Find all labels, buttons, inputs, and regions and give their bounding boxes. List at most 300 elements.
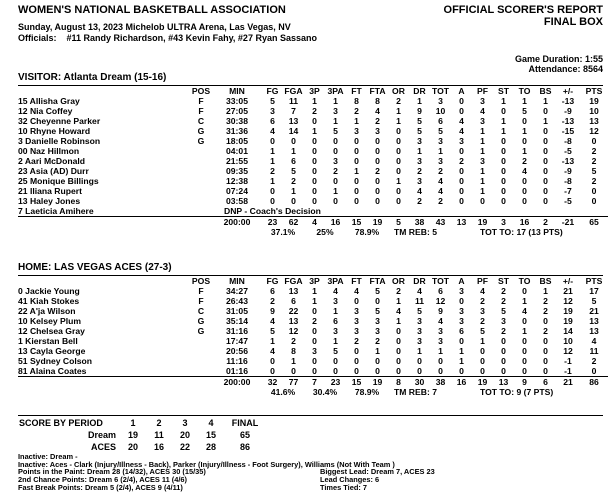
inactive-aces: Inactive: Aces - Clark (Injury/Illness - Back), Parker (Injury/Illness - Foot Surgery), Williams (Not With Team ) [18,460,395,469]
stat-cell: F [198,286,204,296]
stat-cell: 2 [543,326,548,336]
column-header: PTS [585,276,603,286]
total-cell: 23 [325,377,346,388]
stat-cell: 21 [589,306,599,316]
column-header: +/- [562,86,574,96]
total-cell: 23 [262,217,283,228]
stat-cell: 0 [354,146,359,156]
stat-cell: 1 [396,296,401,306]
period-score: 22 [179,442,190,452]
period-team-name: ACES [90,442,116,452]
visitor-dnp-row [18,206,608,217]
total-cell: -21 [556,217,580,228]
stat-cell: 1 [312,286,317,296]
period-team-row [18,429,266,441]
stat-cell: 0 [396,186,401,196]
stat-cell: 0 [312,186,317,196]
stat-cell: 0 [480,366,485,376]
three-percent: 25% [316,227,334,237]
stat-cell: 2 [354,106,359,116]
stat-cell: 0 [312,356,317,366]
stat-cell: 33:05 [226,96,248,106]
stat-cell: 0 [522,196,527,206]
period-score: 11 [154,430,164,440]
three-percent: 30.4% [312,387,338,397]
stat-cell: 10 [563,336,573,346]
stat-cell: 2 [543,296,548,306]
stat-cell: 3 [417,326,422,336]
stat-cell: 18:05 [226,136,248,146]
stat-cell: 0 [375,296,380,306]
stat-cell: 0 [543,146,548,156]
stat-cell: 31:36 [226,126,248,136]
stat-cell: 0 [270,366,275,376]
player-name: 23 Asia (AD) Durr [18,166,89,176]
stat-cell: 4 [396,306,401,316]
stat-cell: 2 [501,296,506,306]
final-box-label: FINAL BOX [543,16,603,28]
stat-cell: 9 [270,306,275,316]
period-header-row [18,417,266,429]
stat-cell: -1 [564,356,572,366]
stat-cell: 2 [312,106,317,116]
stat-cell: 1 [291,146,296,156]
visitor-player-row [18,146,608,156]
stat-cell: 1 [375,346,380,356]
stat-cell: 0 [375,186,380,196]
player-name: 41 Kiah Stokes [18,296,80,306]
fast-break-points: Fast Break Points: Dream 5 (2/4), ACES 9 (4/11) [18,483,183,492]
dnp-note: DNP - Coach's Decision [224,206,321,216]
stat-cell: F [198,296,204,306]
stat-cell: 1 [333,306,338,316]
stat-cell: 0 [354,156,359,166]
stat-cell: 11 [414,296,425,306]
stat-cell: 1 [459,356,464,366]
stat-cell: 8 [354,96,359,106]
player-name: 0 Jackie Young [18,286,80,296]
stat-cell: 1 [543,96,548,106]
stat-cell: 5 [417,126,422,136]
league-title: WOMEN'S NATIONAL BASKETBALL ASSOCIATION [18,4,286,16]
home-player-row [18,316,608,326]
stat-cell: G [197,316,205,326]
stat-cell: 19 [563,316,573,326]
total-cell: 86 [580,377,608,388]
stat-cell: 0 [591,366,597,376]
stat-cell: 0 [522,346,527,356]
visitor-totals-row [18,217,608,228]
stat-cell: 1 [354,116,359,126]
stat-cell: 0 [522,286,527,296]
total-cell: 62 [283,217,304,228]
stat-cell: 0 [270,356,275,366]
stat-cell: 0 [438,356,443,366]
stat-cell: 3 [354,306,359,316]
stat-cell: 0 [375,196,380,206]
stat-cell: 13 [288,316,299,326]
stat-cell: 0 [333,136,338,146]
stat-cell [190,186,212,196]
stat-cell: 1 [522,146,527,156]
stat-cell [190,346,212,356]
stat-cell: 0 [396,346,401,356]
stat-cell: 0 [501,156,506,166]
officials-names: #11 Randy Richardson, #43 Kevin Fahy, #27 Ryan Sassano [66,33,317,43]
stat-cell: 0 [459,336,464,346]
stat-cell: 2 [591,176,597,186]
stat-cell [190,146,212,156]
stat-cell: 19 [563,306,573,316]
stat-cell: 0 [501,166,506,176]
stat-cell: 3 [354,316,359,326]
stat-cell: 5 [333,126,338,136]
attendance: Attendance: 8564 [528,64,603,74]
stat-cell: 4 [438,186,443,196]
total-cell: 13 [451,217,472,228]
stat-cell: 1 [333,116,338,126]
stat-cell [190,366,212,377]
column-header [18,276,190,286]
stat-cell: 2 [438,196,443,206]
stat-cell: 30:38 [226,116,248,126]
times-tied: Times Tied: 7 [320,483,367,492]
period-score: 65 [239,430,250,440]
visitor-player-row [18,136,608,146]
stat-cell: -13 [561,96,575,106]
column-header: FT [351,86,362,96]
total-cell: 43 [430,217,451,228]
stat-cell: 2 [480,316,485,326]
total-cell: 9 [514,377,535,388]
column-header: OR [392,86,405,96]
stat-cell: 0 [270,196,275,206]
stat-cell: 3 [333,156,338,166]
stat-cell: 0 [522,176,527,186]
stat-cell: 3 [270,106,275,116]
points-in-paint: Points in the Paint: Dream 28 (14/32), ACES 30 (15/35) [18,467,206,476]
player-name: 32 Cheyenne Parker [18,116,101,126]
player-name: 13 Haley Jones [18,196,81,206]
player-name: 12 Nia Coffey [18,106,73,116]
total-cell: 200:00 [212,217,262,228]
stat-cell: 3 [333,326,338,336]
stat-cell: 0 [459,106,464,116]
total-cell: 38 [409,217,430,228]
column-header [18,86,190,96]
stat-cell: 14 [288,126,299,136]
stat-cell: 1 [396,176,401,186]
period-score: 20 [127,442,138,452]
total-cell: 3 [493,217,514,228]
report-title: OFFICIAL SCORER'S REPORT [443,4,603,16]
total-cell: 200:00 [212,377,262,388]
home-player-row [18,366,608,377]
player-name: 1 Kierstan Bell [18,336,78,346]
stat-cell: 1 [417,96,422,106]
stat-cell: 2 [312,316,317,326]
stat-cell: 1 [480,146,485,156]
stat-cell: 4 [270,126,275,136]
period-score: 16 [153,442,164,452]
stat-cell: 0 [396,366,401,376]
stat-cell: 3 [375,316,380,326]
stat-cell: 13 [288,286,299,296]
stat-cell: 11 [288,96,299,106]
stat-cell: 21 [563,286,573,296]
stat-cell: 1 [438,146,443,156]
stat-cell: 1 [438,346,443,356]
total-cell: 21 [556,377,580,388]
stat-cell: -1 [564,366,572,376]
stat-cell: -8 [564,176,572,186]
stat-cell: 2 [375,336,380,346]
team-turnovers: TOT TO: 9 (7 PTS) [480,387,554,397]
stat-cell: C [197,306,205,316]
visitor-player-row [18,166,608,176]
stat-cell: 13 [589,116,599,126]
stat-cell: 0 [333,196,338,206]
stat-cell: 2 [591,156,597,166]
stat-cell: 5 [375,286,380,296]
stat-cell: 1 [291,356,296,366]
stat-cell [190,166,212,176]
stat-cell [190,356,212,366]
stat-cell: 4 [270,316,275,326]
stat-cell [190,387,212,397]
stat-cell: 0 [459,296,464,306]
stat-cell: 0 [354,196,359,206]
stat-cell: 1 [333,336,338,346]
stat-cell: 3 [459,136,464,146]
stat-cell: 11:16 [226,356,248,366]
stat-cell: 0 [522,136,527,146]
home-player-row [18,326,608,336]
stat-cell: 0 [480,346,485,356]
column-header: PF [477,276,488,286]
stat-cell: 13 [288,116,299,126]
stat-cell: 5 [375,306,380,316]
period-header: 1 [130,418,136,428]
stat-cell: 4 [438,176,443,186]
stat-cell: 0 [375,146,380,156]
column-header: 3PA [327,86,344,96]
stat-cell: 1 [417,346,422,356]
player-name: 10 Kelsey Plum [18,316,82,326]
stat-cell: 0 [522,356,527,366]
stat-cell: 0 [396,146,401,156]
stat-cell: 1 [291,186,296,196]
stat-cell: 4 [522,166,527,176]
visitor-player-row [18,176,608,186]
stat-cell: G [197,326,205,336]
stat-cell: 0 [396,156,401,166]
stat-cell: 0 [354,136,359,146]
stat-cell: 4 [417,186,422,196]
stat-cell: 3 [375,326,380,336]
column-header: PTS [585,86,603,96]
stat-cell: 3 [354,126,359,136]
stat-cell: 3 [480,96,485,106]
stat-cell: 4 [591,336,597,346]
stat-cell: 3 [417,336,422,346]
totals-label [18,377,190,388]
stat-cell: 0 [312,146,317,156]
stat-cell: 0 [312,336,317,346]
stat-cell: 0 [375,366,380,376]
total-cell: 5 [388,217,409,228]
stat-cell: 0 [543,186,548,196]
stat-cell: F [198,106,204,116]
column-header: BS [539,276,552,286]
visitor-player-row [18,196,608,206]
player-name: 7 Laeticia Amihere [18,206,94,216]
home-player-row [18,346,608,356]
total-cell: 19 [472,377,493,388]
stat-cell: 0 [270,136,275,146]
stat-cell: 2 [543,306,548,316]
stat-cell: 0 [312,116,317,126]
stat-cell: 0 [312,306,317,316]
stat-cell: 0 [543,176,548,186]
total-cell: 19 [472,217,493,228]
stat-cell: 2 [270,296,275,306]
stat-cell: -5 [564,196,572,206]
stat-cell: 3 [333,106,338,116]
total-cell: 8 [388,377,409,388]
stat-cell: 1 [270,336,275,346]
period-team-name: Dream [87,430,116,440]
stat-cell: 7 [291,106,296,116]
stat-cell: 12 [288,326,299,336]
stat-cell: 01:16 [226,366,248,376]
visitor-player-row [18,106,608,116]
stat-cell: 0 [459,366,464,376]
total-cell: 19 [367,217,388,228]
stat-cell: 3 [417,316,422,326]
stat-cell: 0 [501,366,506,376]
stat-cell: 0 [459,166,464,176]
visitor-player-row [18,96,608,106]
player-name: 15 Allisha Gray [18,96,80,106]
totals-label [18,217,190,228]
period-header: 2 [156,418,162,428]
stat-cell: 2 [438,166,443,176]
player-name: 13 Cayla George [18,346,86,356]
visitor-player-row [18,156,608,166]
stat-cell: 5 [591,296,597,306]
stat-cell: 1 [312,96,317,106]
stat-cell: 0 [396,326,401,336]
stat-cell: 12 [435,296,446,306]
stat-cell: 1 [459,346,464,356]
stat-cell: 0 [396,196,401,206]
stat-cell: 3 [417,136,422,146]
stat-cell: 03:58 [226,196,248,206]
stat-cell: 0 [459,186,464,196]
stat-cell: 5 [522,106,527,116]
stat-cell: 0 [354,356,359,366]
stat-cell: 0 [543,346,548,356]
fg-percent: 37.1% [270,227,296,237]
stat-cell: 0 [333,366,338,376]
game-duration: Game Duration: 1:55 [514,54,603,64]
stat-cell: 2 [591,356,597,366]
stat-cell: 5 [270,326,275,336]
stat-cell: 10 [435,106,446,116]
second-chance-points: 2nd Chance Points: Dream 6 (2/4), ACES 11 (4/6) [18,475,187,484]
stat-cell: 1 [333,186,338,196]
stat-cell: -13 [561,116,575,126]
stat-cell: 0 [501,186,506,196]
player-name: 12 Chelsea Gray [18,326,85,336]
total-cell: 16 [451,377,472,388]
visitor-title: VISITOR: Atlanta Dream (15-16) [18,72,167,83]
date-venue: Sunday, August 13, 2023 Michelob ULTRA Arena, Las Vegas, NV [18,22,291,32]
column-header: TO [518,276,531,286]
stat-cell: 0 [312,326,317,336]
stat-cell: 3 [417,156,422,166]
stat-cell: 1 [522,326,527,336]
stat-cell: 9 [417,106,422,116]
column-header: 3P [309,86,320,96]
team-rebounds: TM REB: 7 [394,387,437,397]
column-header: POS [191,276,211,286]
stat-cell: 0 [417,366,422,376]
stat-cell: 3 [480,116,485,126]
stat-cell: 5 [291,166,296,176]
stat-cell: 4 [480,106,485,116]
stat-cell: 19 [589,96,599,106]
score-by-period [18,417,266,453]
stat-cell: 0 [396,136,401,146]
stat-cell: 1 [480,176,485,186]
stat-cell: 2 [501,326,506,336]
stat-cell: 3 [438,336,443,346]
stat-cell: 1 [543,286,548,296]
stat-cell: 0 [291,366,296,376]
stat-cell: 1 [480,166,485,176]
stat-cell: 0 [501,346,506,356]
total-cell: 32 [262,377,283,388]
home-box-table [18,276,608,397]
stat-cell: 0 [522,316,527,326]
stat-cell: 0 [543,136,548,146]
stat-cell: C [197,116,205,126]
stat-cell: 6 [333,316,338,326]
stat-cell: 2 [417,196,422,206]
stat-cell: 0 [543,166,548,176]
stat-cell: 2 [501,286,506,296]
column-header: TO [518,86,531,96]
stat-cell: 0 [312,166,317,176]
stat-cell: 04:01 [226,146,248,156]
stat-cell: 0 [591,196,597,206]
player-name: 10 Rhyne Howard [18,126,91,136]
team-rebounds: TM REB: 5 [394,227,437,237]
visitor-player-row [18,186,608,196]
stat-cell: 1 [501,126,506,136]
stat-cell: 0 [501,196,506,206]
period-score: 86 [239,442,250,452]
stat-cell: 2 [522,156,527,166]
total-cell: 2 [535,217,556,228]
stat-cell: 14 [563,326,573,336]
period-header: 3 [182,418,188,428]
stat-cell: 0 [270,186,275,196]
stat-cell: 3 [417,176,422,186]
stat-cell [190,196,212,206]
